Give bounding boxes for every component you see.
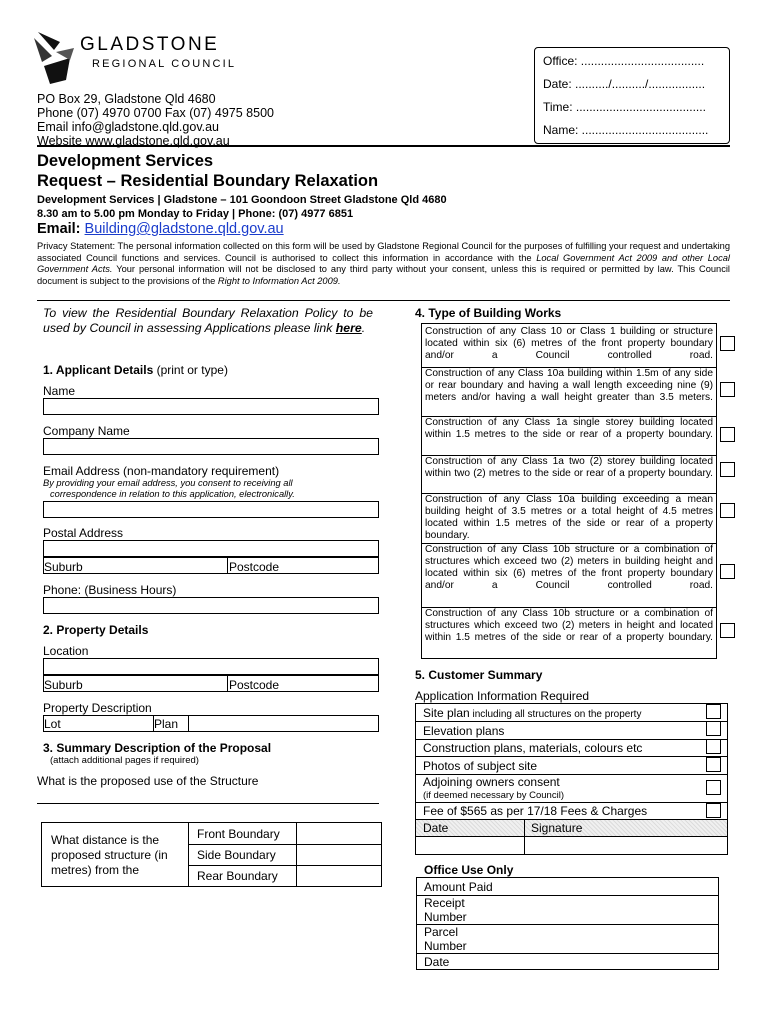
adjoining-checkbox[interactable] <box>706 780 721 795</box>
proposed-use-line[interactable] <box>37 803 379 804</box>
policy-text: To view the Residential Boundary Relaxation Policy to be used by Council in assessing Applications please link <box>43 306 373 335</box>
property-description-label: Property Description <box>43 701 152 715</box>
site-plan-label <box>423 706 641 720</box>
summary-row-line <box>416 802 727 803</box>
building-email-link[interactable]: Building@gladstone.qld.gov.au <box>84 221 284 237</box>
contact-line1: Development Services | Gladstone – 101 Goondoon Street Gladstone Qld 4680 <box>37 194 447 206</box>
name-input[interactable] <box>43 398 379 415</box>
form-title-line2: Request – Residential Boundary Relaxation <box>37 172 379 190</box>
building-work-item: Construction of any Class 10 or Class 1 building or structure located within six (6) metres of the front property boundary and/or a Council controlled road. <box>425 326 713 361</box>
date-field[interactable]: Date: ........../........../................. <box>543 77 706 91</box>
suburb-postcode-row <box>43 557 379 574</box>
suburb-label: Suburb <box>44 560 83 574</box>
policy-here-link[interactable]: here <box>335 320 362 335</box>
email-consent-note-2: correspondence in relation to this application, electronically. <box>50 489 295 499</box>
phone-input[interactable] <box>43 597 379 614</box>
front-boundary-input[interactable] <box>298 824 380 843</box>
lot-label: Lot <box>44 717 61 731</box>
site-plan-checkbox[interactable] <box>706 704 721 719</box>
postal-address-input[interactable] <box>43 540 379 557</box>
plan-label: Plan <box>154 717 179 731</box>
logo-name: GLADSTONE <box>80 34 220 55</box>
applicant-heading-text: 1. Applicant Details <box>43 363 154 377</box>
distance-question: What distance is the proposed structure (in metres) from the <box>51 833 168 877</box>
phone-line: Phone (07) 4970 0700 Fax (07) 4975 8500 <box>37 106 274 120</box>
proposed-use-question: What is the proposed use of the Structure <box>37 774 259 788</box>
header-divider <box>37 145 730 147</box>
property-suburb-postcode-row <box>43 675 379 692</box>
form-title-line1: Development Services <box>37 152 214 170</box>
building-work-item: Construction of any Class 1a single storey building located within 1.5 metres to the side or rear of a property boundary. <box>425 417 713 440</box>
privacy-act-1: Local Government Act 2009 and other Local Government Acts. <box>37 252 730 275</box>
site-plan-text: Site plan <box>423 706 470 720</box>
address-line: PO Box 29, Gladstone Qld 4680 <box>37 92 216 106</box>
building-work-checkbox[interactable] <box>720 382 735 397</box>
building-works-table <box>421 323 717 659</box>
company-label: Company Name <box>43 424 130 438</box>
summary-date-input[interactable] <box>417 837 523 853</box>
summary-row-line <box>416 739 727 740</box>
fee-label: Fee of $565 as per 17/18 Fees & Charges <box>423 804 648 818</box>
postal-address-label: Postal Address <box>43 526 124 540</box>
location-label: Location <box>43 644 89 658</box>
signature-col-divider <box>524 820 525 854</box>
building-work-checkbox[interactable] <box>720 503 735 518</box>
property-suburb-label: Suburb <box>44 678 83 692</box>
adjoining-label: Adjoining owners consent <box>423 775 560 789</box>
summary-note: (attach additional pages if required) <box>50 755 199 766</box>
council-address <box>37 92 274 148</box>
signature-input[interactable] <box>526 837 726 853</box>
building-work-item: Construction of any Class 10b structure or a combination of structures which exceed two (2) meters in height and located within 1.5 metres of the side or rear of a property boundary. <box>425 608 713 643</box>
photos-label: Photos of subject site <box>423 759 538 773</box>
policy-note <box>43 306 373 335</box>
application-info-heading: Application Information Required <box>415 689 590 703</box>
privacy-text-1: Privacy Statement: The personal information collected on this form will be used by Gladstone Regional Council for the purposes of fulfilling your request and undertaking associated Council functions and services. Council is authorised to collect this information in accordance with the <box>37 241 730 263</box>
building-work-checkbox[interactable] <box>720 564 735 579</box>
office-row-line <box>417 953 718 954</box>
adjoining-note: (if deemed necessary by Council) <box>423 790 564 801</box>
distance-col-divider-2 <box>296 823 297 886</box>
email-address-label: Email Address (non-mandatory requirement) <box>43 464 280 478</box>
summary-date-label: Date <box>423 821 449 835</box>
customer-summary-table <box>415 703 728 855</box>
name-field[interactable]: Name: ...................................... <box>543 123 709 137</box>
policy-end: . <box>361 320 366 335</box>
email-input[interactable] <box>43 501 379 518</box>
email-consent-note-1: By providing your email address, you consent to receiving all <box>43 478 293 488</box>
name-label: Name <box>43 384 76 398</box>
receipt-number-label: Receipt Number <box>424 896 467 924</box>
rear-boundary-label: Rear Boundary <box>197 869 278 883</box>
building-work-item: Construction of any Class 1a two (2) storey building located within two (2) metres to the side or rear of a property boundary. <box>425 456 713 479</box>
website-line: Website www.gladstone.qld.gov.au <box>37 134 230 148</box>
distance-col-divider-1 <box>188 823 189 886</box>
elevation-label: Elevation plans <box>423 724 505 738</box>
email-contact <box>37 221 284 237</box>
email-label: Email: <box>37 221 85 237</box>
elevation-checkbox[interactable] <box>706 721 721 736</box>
front-boundary-label: Front Boundary <box>197 827 280 841</box>
time-field[interactable]: Time: ....................................... <box>543 100 706 114</box>
construction-label: Construction plans, materials, colours etc <box>423 741 643 755</box>
construction-checkbox[interactable] <box>706 739 721 754</box>
building-work-checkbox[interactable] <box>720 427 735 442</box>
photos-checkbox[interactable] <box>706 757 721 772</box>
plan-divider <box>188 716 189 731</box>
privacy-act-2: Right to Information Act 2009. <box>217 275 341 286</box>
summary-heading: 3. Summary Description of the Proposal <box>43 741 272 755</box>
location-input[interactable] <box>43 658 379 675</box>
amount-paid-label: Amount Paid <box>424 880 493 894</box>
building-work-checkbox[interactable] <box>720 623 735 638</box>
logo-subname: REGIONAL COUNCIL <box>92 58 237 70</box>
summary-row-line <box>416 756 727 757</box>
property-suburb-divider <box>227 676 228 691</box>
postcode-label: Postcode <box>229 560 280 574</box>
office-field[interactable]: Office: ..................................... <box>543 54 705 68</box>
contact-line2: 8.30 am to 5.00 pm Monday to Friday | Phone: (07) 4977 6851 <box>37 208 354 220</box>
office-details-box <box>534 47 730 144</box>
applicant-heading-suffix: (print or type) <box>153 363 228 377</box>
signature-label: Signature <box>531 821 583 835</box>
office-date-label: Date <box>424 955 450 969</box>
distance-table <box>41 822 382 887</box>
suburb-postcode-divider <box>227 558 228 573</box>
building-work-item: Construction of any Class 10a building exceeding a mean building height of 3.5 metres or a total height of 4.5 metres located within 1.5 metres of the side or rear of a property boundary. <box>425 494 713 541</box>
email-line: Email info@gladstone.qld.gov.au <box>37 120 220 134</box>
building-work-checkbox[interactable] <box>720 336 735 351</box>
applicant-heading <box>43 363 228 377</box>
parcel-number-label: Parcel Number <box>424 925 467 953</box>
privacy-statement <box>37 241 730 287</box>
office-use-table <box>416 877 719 970</box>
lot-plan-row <box>43 715 379 732</box>
fee-checkbox[interactable] <box>706 803 721 818</box>
building-work-item: Construction of any Class 10a building within 1.5m of any side or rear boundary and having a wall length exceeding nine (9) meters and/or having a wall height greater than 3.5 meters. <box>425 368 713 403</box>
customer-summary-heading: 5. Customer Summary <box>415 668 543 682</box>
privacy-text-2: Your personal information will not be disclosed to any third party without your consent, unless this is required or permitted by law. This Council document is subject to the provisions of the <box>37 264 730 286</box>
building-works-heading: 4. Type of Building Works <box>415 306 562 320</box>
site-plan-small: including all structures on the property <box>469 709 642 720</box>
property-heading: 2. Property Details <box>43 623 149 637</box>
side-boundary-label: Side Boundary <box>197 848 276 862</box>
office-use-heading: Office Use Only <box>424 863 514 877</box>
phone-label: Phone: (Business Hours) <box>43 583 177 597</box>
building-work-item: Construction of any Class 10b structure or a combination of structures which exceed two (2) meters in building height and located within six (6) metres of the front property boundary and/or a Council controlled road. <box>425 544 713 591</box>
summary-row-line <box>416 721 727 722</box>
property-postcode-label: Postcode <box>229 678 280 692</box>
logo-mark-icon <box>30 28 82 86</box>
company-input[interactable] <box>43 438 379 455</box>
rear-boundary-input[interactable] <box>298 866 380 885</box>
building-work-checkbox[interactable] <box>720 462 735 477</box>
council-logo <box>30 28 250 88</box>
side-boundary-input[interactable] <box>298 845 380 864</box>
section-divider <box>37 300 730 301</box>
